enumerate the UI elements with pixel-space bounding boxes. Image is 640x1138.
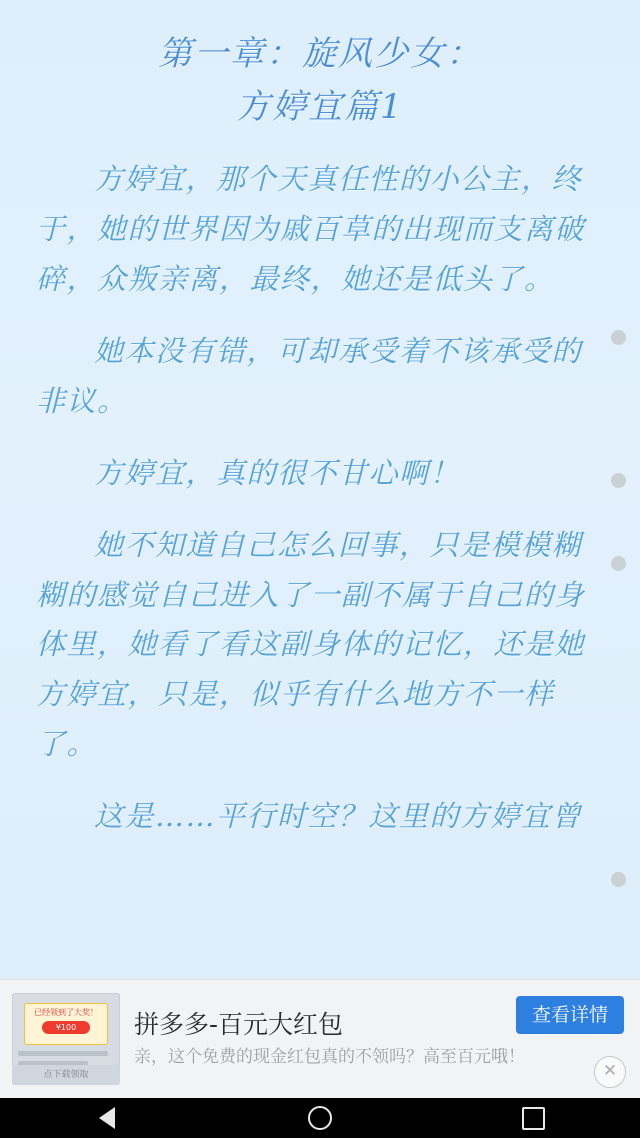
paragraph: 她不知道自己怎么回事，只是模模糊糊的感觉自己进入了一副不属于自己的身体里，她看了看这副身体的记忆，还是她方婷宜，只是，似乎有什么地方不一样了。 bbox=[36, 527, 586, 762]
ad-thumb-coupon-amount: ¥100 bbox=[42, 1021, 90, 1034]
back-triangle-icon bbox=[99, 1107, 115, 1129]
paragraph: 她本没有错，可却承受着不该承受的非议。 bbox=[36, 334, 583, 418]
ad-thumb-placeholder-row bbox=[18, 1051, 108, 1056]
close-icon[interactable]: ✕ bbox=[594, 1056, 626, 1088]
ad-title: 拼多多-百元大红包 bbox=[134, 1009, 344, 1039]
home-circle-icon bbox=[308, 1106, 332, 1130]
chapter-body bbox=[0, 137, 640, 842]
page-title bbox=[0, 0, 640, 137]
back-button[interactable] bbox=[75, 1098, 139, 1138]
android-navigation-bar bbox=[0, 1098, 640, 1138]
ad-thumb-coupon-text: 已经领到了大奖！ bbox=[34, 1008, 98, 1017]
paragraph: 这是……平行时空？这里的方婷宜曾 bbox=[94, 799, 583, 833]
ad-thumb-coupon bbox=[24, 1003, 108, 1045]
paragraph: 方婷宜，那个天真任性的小公主，终于，她的世界因为戚百草的出现而支离破碎，众叛亲离，最终，她还是低头了。 bbox=[36, 162, 586, 297]
ad-thumbnail-image bbox=[12, 993, 120, 1085]
paragraph: 方婷宜，真的很不甘心啊！ bbox=[94, 455, 461, 490]
recents-button[interactable] bbox=[501, 1098, 565, 1138]
recents-square-icon bbox=[522, 1107, 545, 1130]
scroll-dot bbox=[611, 872, 626, 887]
ad-cta-button[interactable]: 查看详情 bbox=[516, 996, 624, 1034]
chapter-title-line-2: 方婷宜篇1 bbox=[236, 86, 404, 127]
advertisement-banner[interactable] bbox=[0, 979, 640, 1098]
chapter-title-line-1: 第一章：旋风少女： bbox=[158, 34, 482, 74]
ad-thumb-footer: 点下载领取 bbox=[12, 1065, 120, 1085]
ad-description: 亲，这个免费的现金红包真的不领吗？高至百元哦！ bbox=[134, 1046, 525, 1067]
home-button[interactable] bbox=[288, 1098, 352, 1138]
